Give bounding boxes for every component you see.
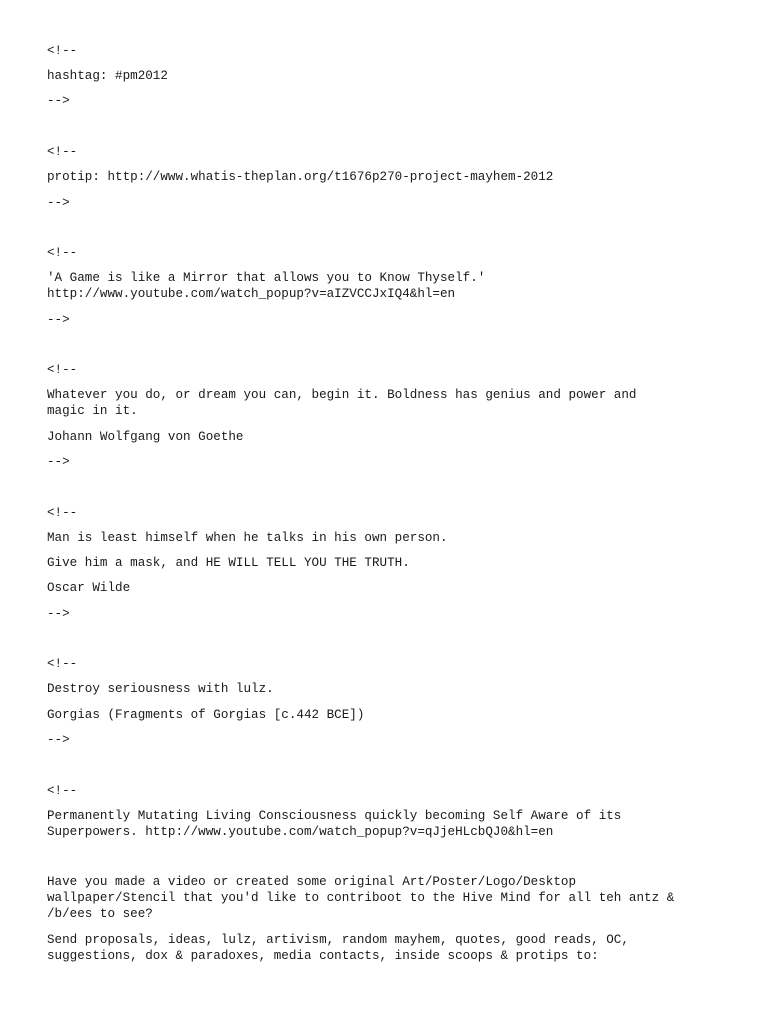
comment-open: <!-- xyxy=(47,363,78,377)
closing-line: suggestions, dox & paradoxes, media contacts, inside scoops & protips to: xyxy=(47,949,599,963)
quote-line: Destroy seriousness with lulz. xyxy=(47,682,274,696)
quote-line: 'A Game is like a Mirror that allows you to Know Thyself.' xyxy=(47,271,486,285)
video-url-line: http://www.youtube.com/watch_popup?v=aIZVCCJxIQ4&hl=en xyxy=(47,287,456,301)
quote-line: Whatever you do, or dream you can, begin it. Boldness has genius and power and xyxy=(47,388,637,402)
hashtag-line: hashtag: #pm2012 xyxy=(47,69,168,83)
closing-line: Send proposals, ideas, lulz, artivism, random mayhem, quotes, good reads, OC, xyxy=(47,933,629,947)
quote-line: Give him a mask, and HE WILL TELL YOU THE TRUTH. xyxy=(47,556,410,570)
comment-close: --> xyxy=(47,196,70,210)
closing-line: Have you made a video or created some original Art/Poster/Logo/Desktop xyxy=(47,875,577,889)
quote-author: Oscar Wilde xyxy=(47,581,131,595)
quote-line: Permanently Mutating Living Consciousness quickly becoming Self Aware of its xyxy=(47,809,622,823)
comment-open: <!-- xyxy=(47,246,78,260)
comment-open: <!-- xyxy=(47,784,78,798)
comment-close: --> xyxy=(47,607,70,621)
closing-line: wallpaper/Stencil that you'd like to contriboot to the Hive Mind for all teh antz & xyxy=(47,891,675,905)
protip-line: protip: http://www.whatis-theplan.org/t1676p270-project-mayhem-2012 xyxy=(47,170,554,184)
quote-line: magic in it. xyxy=(47,404,138,418)
comment-open: <!-- xyxy=(47,506,78,520)
quote-author: Johann Wolfgang von Goethe xyxy=(47,430,244,444)
comment-open: <!-- xyxy=(47,44,78,58)
quote-author: Gorgias (Fragments of Gorgias [c.442 BCE]) xyxy=(47,708,365,722)
closing-line: /b/ees to see? xyxy=(47,907,153,921)
quote-line: Man is least himself when he talks in his own person. xyxy=(47,531,448,545)
video-url-line: Superpowers. http://www.youtube.com/watch_popup?v=qJjeHLcbQJ0&hl=en xyxy=(47,825,554,839)
comment-close: --> xyxy=(47,313,70,327)
comment-open: <!-- xyxy=(47,657,78,671)
comment-close: --> xyxy=(47,733,70,747)
comment-close: --> xyxy=(47,455,70,469)
comment-close: --> xyxy=(47,94,70,108)
comment-open: <!-- xyxy=(47,145,78,159)
